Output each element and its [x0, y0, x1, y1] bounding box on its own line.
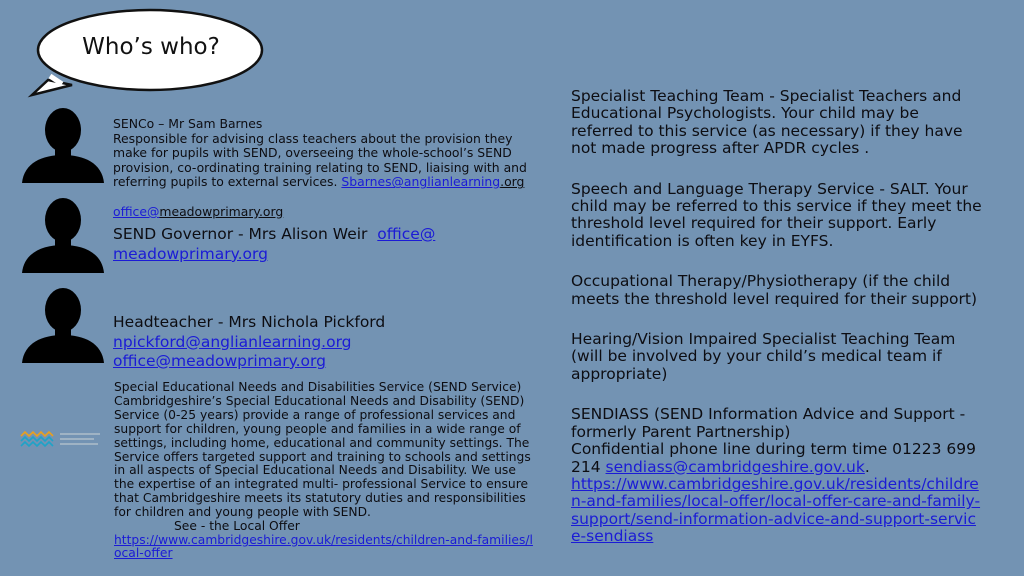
- person-silhouette-icon: [20, 105, 106, 183]
- local-offer-link[interactable]: https://www.cambridgeshire.gov.uk/residents/children-and-families/local-offer: [114, 532, 533, 561]
- ot-text: Occupational Therapy/Physiotherapy (if the child meets the threshold level required for their support): [571, 272, 978, 308]
- sendiass-period: .: [864, 457, 870, 476]
- cambridgeshire-logo: [20, 430, 104, 450]
- senco-office-email: [113, 204, 283, 219]
- salt-text: Speech and Language Therapy Service - SALT. Your child may be referred to this service if they meet the threshold level required for their support. Early identification is often key in EYFS.: [571, 179, 982, 250]
- governor-email-link[interactable]: office@ meadowprimary.org: [113, 225, 436, 263]
- senco-description: Responsible for advising class teachers about the provision they make for pupils with SEND, overseeing the whole-school’s SEND provision, co-ordinating training relating to SEND, liaising with and referring pupils to external services.: [113, 130, 527, 190]
- senco-heading: SENCo – Mr Sam Barnes: [113, 116, 263, 131]
- senco-email-link[interactable]: Sbarnes@anglianlearning: [341, 174, 501, 190]
- services-column: [571, 88, 985, 546]
- sendiass-block: [571, 406, 985, 545]
- send-service-text: Special Educational Needs and Disabilities Service (SEND Service) Cambridgeshire’s Special Educational Needs and Disability (SEND) Service (0-25 years) provide a range of professional services and support for children, young people and families in a wide range of settings, including home, educational and community settings. The Service offers targeted support and training to schools and settings in all aspects of Special Educational Needs and Disability. We use the expertise of an integrated multi- professional Service to ensure that Cambridgeshire meets its statutory duties and responsibilities for children and young people with SEND.: [114, 380, 531, 520]
- headteacher-office-link[interactable]: office@meadowprimary.org: [113, 352, 326, 370]
- senco-block: [113, 117, 533, 190]
- specialist-teaching-text: Specialist Teaching Team - Specialist Teachers and Educational Psychologists. Your child may be referred to this service (as necessary) if they have not made progress after APDR cycles .: [571, 87, 963, 158]
- senco-office-link[interactable]: office@: [113, 204, 160, 219]
- person-silhouette-icon: [20, 285, 106, 363]
- see-local-offer: See - the Local Offer: [174, 519, 300, 534]
- headteacher-block: [113, 313, 493, 372]
- hearing-vision-text: Hearing/Vision Impaired Specialist Teaching Team (will be involved by your child’s medical team if appropriate): [571, 330, 956, 383]
- sendiass-title: SENDIASS (SEND Information Advice and Support - formerly Parent Partnership): [571, 405, 966, 441]
- send-governor-block: [113, 224, 473, 264]
- sendiass-email-link[interactable]: sendiass@cambridgeshire.gov.uk: [605, 457, 865, 476]
- sendiass-website-link[interactable]: https://www.cambridgeshire.gov.uk/residents/children-and-families/local-offer/local-offer-care-and-family-support/send-information-advice-and-support-service-sendiass: [571, 474, 981, 546]
- headteacher-text: Headteacher - Mrs Nichola Pickford: [113, 313, 386, 331]
- send-service-block: [114, 381, 539, 560]
- person-silhouette-icon: [20, 195, 106, 273]
- senco-office-suffix: meadowprimary.org: [159, 204, 284, 219]
- governor-text: SEND Governor - Mrs Alison Weir: [113, 225, 368, 243]
- headteacher-email-link[interactable]: npickford@anglianlearning.org: [113, 332, 352, 351]
- page-title: Who’s who?: [82, 34, 220, 60]
- sendiass-phone: Confidential phone line during term time 01223 699 214: [571, 440, 976, 476]
- senco-email-suffix: .org: [500, 174, 525, 190]
